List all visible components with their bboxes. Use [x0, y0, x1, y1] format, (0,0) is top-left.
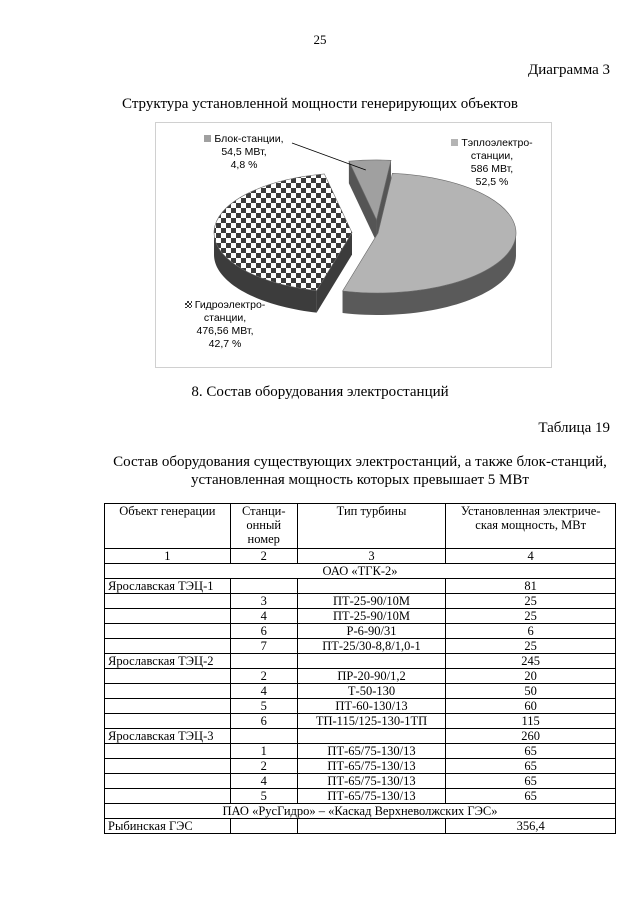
header-line: номер — [247, 532, 280, 546]
diagram-label: Диаграмма 3 — [527, 62, 610, 78]
station-number-cell — [230, 654, 297, 669]
table-caption — [95, 453, 625, 489]
capacity-cell: 65 — [446, 774, 616, 789]
object-cell — [105, 624, 231, 639]
header-line: Объект генерации — [119, 504, 216, 518]
slice-label-text: Тэплоэлектро- — [461, 137, 533, 149]
object-cell — [105, 774, 231, 789]
chart-title: Структура установленной мощности генерирующих объектов — [122, 96, 518, 112]
station-number-cell: 4 — [230, 774, 297, 789]
slice-label-line — [442, 176, 542, 189]
slice-label-line — [194, 133, 294, 146]
slice-label-line — [194, 146, 294, 159]
object-cell — [105, 609, 231, 624]
capacity-cell: 6 — [446, 624, 616, 639]
table-group-row — [105, 564, 616, 579]
column-number: 3 — [297, 549, 446, 564]
column-number-row — [105, 549, 616, 564]
header-capacity — [446, 504, 616, 549]
object-cell: Ярославская ТЭЦ-1 — [105, 579, 231, 594]
table-row — [105, 744, 616, 759]
capacity-cell: 115 — [446, 714, 616, 729]
slice-label-line — [170, 338, 280, 351]
header-line: Станци- — [241, 504, 286, 518]
turbine-type-cell — [297, 579, 446, 594]
turbine-type-cell: ПТ-25/30-8,8/1,0-1 — [297, 639, 446, 654]
station-number-cell: 2 — [230, 759, 297, 774]
slice-label-text: станции, — [470, 150, 514, 162]
station-number-cell — [230, 579, 297, 594]
turbine-type-cell: ПТ-25-90/10М — [297, 594, 446, 609]
header-line: ская мощность, МВт — [475, 518, 587, 532]
slice-label-text: станции, — [203, 312, 247, 324]
slice-label-text: Гидроэлектро- — [194, 299, 266, 311]
capacity-cell: 60 — [446, 699, 616, 714]
slice-label-blok — [194, 133, 294, 172]
capacity-cell: 25 — [446, 609, 616, 624]
header-line: Тип турбины — [336, 504, 407, 518]
object-cell — [105, 759, 231, 774]
capacity-cell: 25 — [446, 639, 616, 654]
column-number: 2 — [230, 549, 297, 564]
capacity-cell: 65 — [446, 789, 616, 804]
column-number: 1 — [105, 549, 231, 564]
table-caption-line2: установленная мощность которых превышает 5 МВт — [191, 472, 529, 488]
slice-label-text: 476,56 МВт, — [196, 325, 254, 337]
header-object — [105, 504, 231, 549]
turbine-type-cell: ПТ-65/75-130/13 — [297, 774, 446, 789]
table-row — [105, 789, 616, 804]
station-number-cell: 5 — [230, 699, 297, 714]
turbine-type-cell: ПТ-65/75-130/13 — [297, 759, 446, 774]
pie-chart-frame — [155, 122, 552, 368]
table-row — [105, 579, 616, 594]
capacity-cell: 65 — [446, 744, 616, 759]
table-row — [105, 654, 616, 669]
capacity-cell: 356,4 — [446, 819, 616, 834]
table-row — [105, 714, 616, 729]
table-row — [105, 639, 616, 654]
station-number-cell — [230, 729, 297, 744]
table-group-row — [105, 804, 616, 819]
group-title: ПАО «РусГидро» – «Каскад Верхневолжских ГЭС» — [105, 804, 616, 819]
station-number-cell: 7 — [230, 639, 297, 654]
object-cell — [105, 684, 231, 699]
table-row — [105, 699, 616, 714]
object-cell — [105, 669, 231, 684]
group-title: ОАО «ТГК-2» — [105, 564, 616, 579]
station-number-cell: 6 — [230, 714, 297, 729]
table-body — [105, 564, 616, 834]
capacity-cell: 20 — [446, 669, 616, 684]
slice-label-text: Блок-станции, — [214, 133, 284, 145]
slice-label-text: 42,7 % — [208, 338, 242, 350]
table-row — [105, 729, 616, 744]
table-row — [105, 819, 616, 834]
turbine-type-cell: ПТ-65/75-130/13 — [297, 789, 446, 804]
equipment-table — [104, 503, 616, 834]
header-turbine-type — [297, 504, 446, 549]
slice-label-line — [442, 163, 542, 176]
object-cell — [105, 594, 231, 609]
slice-label-text: 586 МВт, — [470, 163, 514, 175]
capacity-cell: 81 — [446, 579, 616, 594]
slice-label-line — [170, 312, 280, 325]
capacity-cell: 50 — [446, 684, 616, 699]
station-number-cell: 5 — [230, 789, 297, 804]
legend-swatch — [204, 135, 211, 142]
legend-swatch — [451, 139, 458, 146]
slice-label-line — [170, 325, 280, 338]
legend-swatch — [185, 301, 192, 308]
object-cell — [105, 789, 231, 804]
turbine-type-cell — [297, 729, 446, 744]
slice-label-line — [170, 299, 280, 312]
slice-label-text: 52,5 % — [475, 176, 509, 188]
station-number-cell: 6 — [230, 624, 297, 639]
table-row — [105, 624, 616, 639]
header-line: Установленная электриче- — [460, 504, 601, 518]
capacity-cell: 25 — [446, 594, 616, 609]
turbine-type-cell: Р-6-90/31 — [297, 624, 446, 639]
capacity-cell: 260 — [446, 729, 616, 744]
object-cell — [105, 744, 231, 759]
table-label: Таблица 19 — [538, 420, 610, 436]
table-row — [105, 759, 616, 774]
station-number-cell: 1 — [230, 744, 297, 759]
page-number: 25 — [313, 32, 327, 47]
slice-label-line — [442, 150, 542, 163]
table-row — [105, 669, 616, 684]
capacity-cell: 65 — [446, 759, 616, 774]
turbine-type-cell: ПТ-65/75-130/13 — [297, 744, 446, 759]
turbine-type-cell: ТП-115/125-130-1ТП — [297, 714, 446, 729]
object-cell — [105, 639, 231, 654]
station-number-cell — [230, 819, 297, 834]
header-line: онный — [246, 518, 282, 532]
object-cell — [105, 714, 231, 729]
column-number: 4 — [446, 549, 616, 564]
station-number-cell: 4 — [230, 609, 297, 624]
slice-label-line — [442, 137, 542, 150]
table-row — [105, 594, 616, 609]
table-row — [105, 684, 616, 699]
table-caption-line1: Состав оборудования существующих электростанций, а также блок-станций, — [113, 454, 607, 470]
object-cell — [105, 699, 231, 714]
station-number-cell: 2 — [230, 669, 297, 684]
leader-line-blok — [292, 143, 366, 170]
turbine-type-cell: ПТ-25-90/10М — [297, 609, 446, 624]
turbine-type-cell: Т-50-130 — [297, 684, 446, 699]
slice-label-text: 54,5 МВт, — [221, 146, 267, 158]
slice-label-gidro — [170, 299, 280, 351]
slice-label-teplo — [442, 137, 542, 189]
turbine-type-cell: ПТ-60-130/13 — [297, 699, 446, 714]
header-station-number — [230, 504, 297, 549]
table-row — [105, 774, 616, 789]
object-cell: Рыбинская ГЭС — [105, 819, 231, 834]
table-row — [105, 609, 616, 624]
object-cell: Ярославская ТЭЦ-2 — [105, 654, 231, 669]
slice-label-line — [194, 159, 294, 172]
turbine-type-cell — [297, 654, 446, 669]
object-cell: Ярославская ТЭЦ-3 — [105, 729, 231, 744]
table-header-row — [105, 504, 616, 549]
station-number-cell: 4 — [230, 684, 297, 699]
capacity-cell: 245 — [446, 654, 616, 669]
slice-label-text: 4,8 % — [230, 159, 258, 171]
turbine-type-cell: ПР-20-90/1,2 — [297, 669, 446, 684]
turbine-type-cell — [297, 819, 446, 834]
station-number-cell: 3 — [230, 594, 297, 609]
section-title: 8. Состав оборудования электростанций — [191, 384, 449, 400]
